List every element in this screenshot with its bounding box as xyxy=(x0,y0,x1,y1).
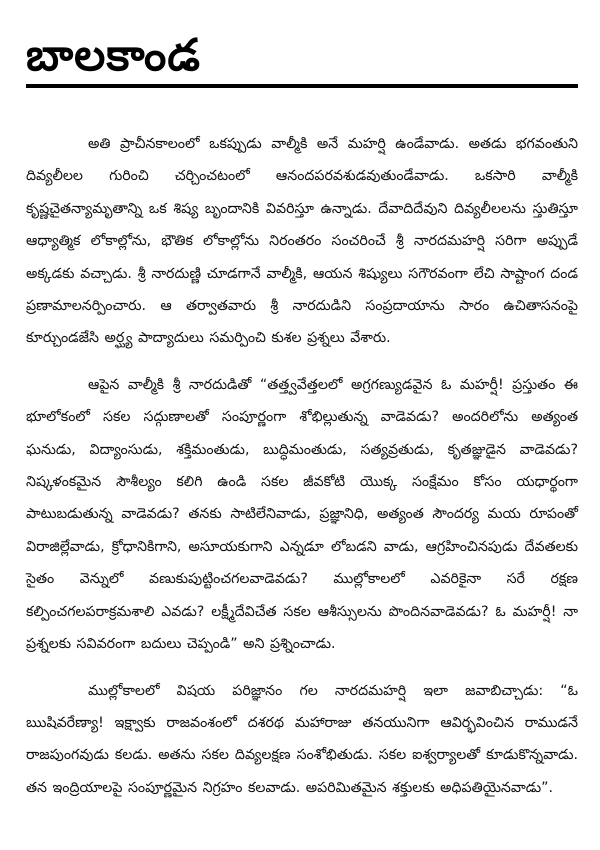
title-underline xyxy=(26,84,578,88)
paragraph-intro: అతి ప్రాచీనకాలంలో ఒకప్పుడు వాల్మీకి అనే మహర్షి ఉండేవాడు. అతడు భగవంతుని దివ్యలీలల గురించి చర్చించటంలో ఆనందపరవశుడవుతుండేవాడు. ఒకసారి వాల్మీకి కృష్ణచైతన్యామృతాన్ని ఒక శిష్య బృందానికి వివరిస్తూ ఉన్నాడు. దేవాదిదేవుని దివ్యలీలలను స్తుతిస్తూ ఆధ్యాత్మిక లోకాల్లోను, భౌతిక లోకాల్లోను నిరంతరం సంచరించే శ్రీ నారదమహర్షి సరిగా అప్పుడే అక్కడకు వచ్చాడు. శ్రీ నారదుణ్ణి చూడగానే వాల్మీకి, ఆయన శిష్యులు సగౌరవంగా లేచి సాష్టాంగ దండ ప్రణామాలనర్పించారు. ఆ తర్వాతవారు శ్రీ నారదుడిని సంప్రదాయాను సారం ఉచితాసనంపై కూర్చుండజేసి అర్ఘ్య పాద్యాదులు సమర్పించి కుశల ప్రశ్నలు వేశారు. xyxy=(26,136,578,347)
paragraph-valmiki-question: ఆపైన వాల్మీకి శ్రీ నారదుడితో “తత్త్వవేత్తలలో అగ్రగణ్యుడవైన ఓ మహర్షీ! ప్రస్తుతం ఈ భూలోకంలో సకల సద్గుణాలతో సంపూర్ణంగా శోభిల్లుతున్న వాడెవడు? అందరిలోను అత్యంత ఘనుడు, విద్యాంసుడు, శక్తిమంతుడు, బుద్ధిమంతుడు, సత్యవ్రతుడు, కృతజ్ఞుడైన వాడెవడు? నిష్కళంకమైన సౌశీల్యం కలిగి ఉండి సకల జీవకోటి యొక్క సంక్షేమం కోసం యధార్థంగా పాటుబడుతున్న వాడెవడు? తనకు సాటిలేనివాడు, ప్రజ్ఞానిధి, అత్యంత సౌందర్య మయ రూపంతో విరాజిల్లేవాడు, క్రోధానికిగాని, అసూయకుగాని ఎన్నడూ లోబడని వాడు, ఆగ్రహించినపుడు దేవతలకు సైతం వెన్నులో వణుకుపుట్టించగలవాడెవడు? ముల్లోకాలలో ఎవరికైనా సరే రక్షణ కల్పించగలపరాక్రమశాలి ఎవడు? లక్ష్మీదేవిచేత సకల ఆశీస్సులను పొందినవాడెవడు? ఓ మహర్షీ! నా ప్రశ్నలకు సవివరంగా బదులు చెప్పండి” అని ప్రశ్నించాడు. xyxy=(26,376,578,653)
chapter-title: బాలకాండ xyxy=(26,30,201,81)
paragraph-narada-answer: ముల్లోకాలలో విషయ పరిజ్ఞానం గల నారదమహర్షి ఇలా జవాబిచ్చాడు: “ఓ ఋషివరేణ్యా! ఇక్ష్వాకు రాజవంశంలో దశరథ మహారాజు తనయునిగా ఆవిర్భవించిన రాముడనే రాజపుంగవుడు కలడు. అతను సకల దివ్యలక్షణ సంశోభితుడు. సకల ఐశ్వర్యాలతో కూడుకొన్నవాడు. తన ఇంద్రియాలపై సంపూర్ణమైన నిగ్రహం కలవాడు. అపరిమితమైన శక్తులకు అధిపతియైనవాడు”. xyxy=(26,682,578,796)
